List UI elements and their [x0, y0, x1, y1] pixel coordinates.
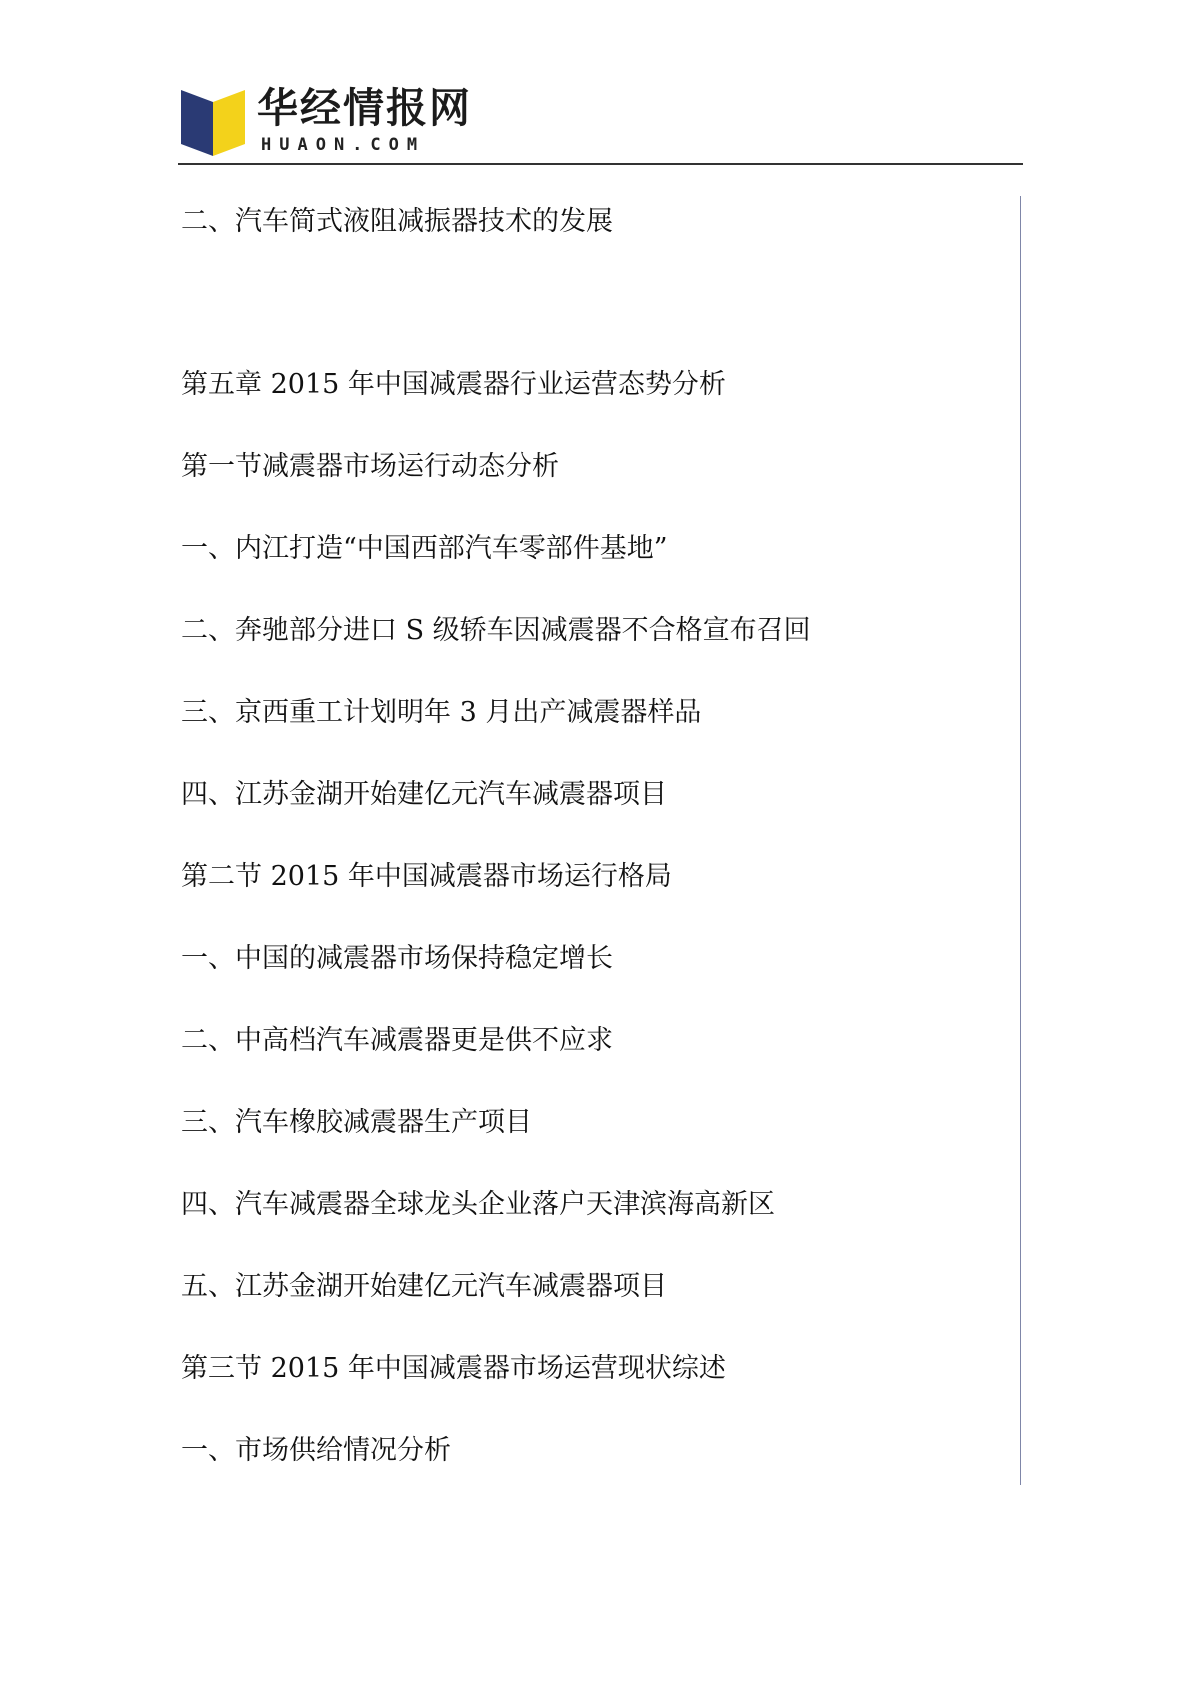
toc-item: 二、汽车简式液阻减振器技术的发展: [181, 206, 613, 237]
toc-item: 四、江苏金湖开始建亿元汽车减震器项目: [181, 779, 667, 810]
logo-domain: HUAON.COM: [261, 135, 426, 155]
toc-item: 四、汽车减震器全球龙头企业落户天津滨海高新区: [181, 1189, 775, 1220]
side-divider: [1020, 196, 1021, 1485]
toc-section: 第三节 2015 年中国减震器市场运营现状综述: [181, 1353, 726, 1384]
toc-item: 一、内江打造“中国西部汽车零部件基地”: [181, 533, 668, 564]
header-divider: [178, 163, 1023, 165]
header: [181, 84, 1021, 164]
toc-chapter: 第五章 2015 年中国减震器行业运营态势分析: [181, 369, 726, 400]
toc-item: 一、中国的减震器市场保持稳定增长: [181, 943, 613, 974]
toc-section: 第一节减震器市场运行动态分析: [181, 451, 559, 482]
logo-text: 华经情报网: [257, 84, 472, 132]
toc-item: 二、中高档汽车减震器更是供不应求: [181, 1025, 613, 1056]
toc-item: 一、市场供给情况分析: [181, 1435, 451, 1466]
toc-item: 三、京西重工计划明年 3 月出产减震器样品: [181, 697, 702, 728]
toc-section: 第二节 2015 年中国减震器市场运行格局: [181, 861, 672, 892]
logo-icon: [181, 90, 245, 156]
toc-item: 二、奔驰部分进口 S 级轿车因减震器不合格宣布召回: [181, 615, 811, 646]
toc-item: 三、汽车橡胶减震器生产项目: [181, 1107, 532, 1138]
toc-item: 五、江苏金湖开始建亿元汽车减震器项目: [181, 1271, 667, 1302]
